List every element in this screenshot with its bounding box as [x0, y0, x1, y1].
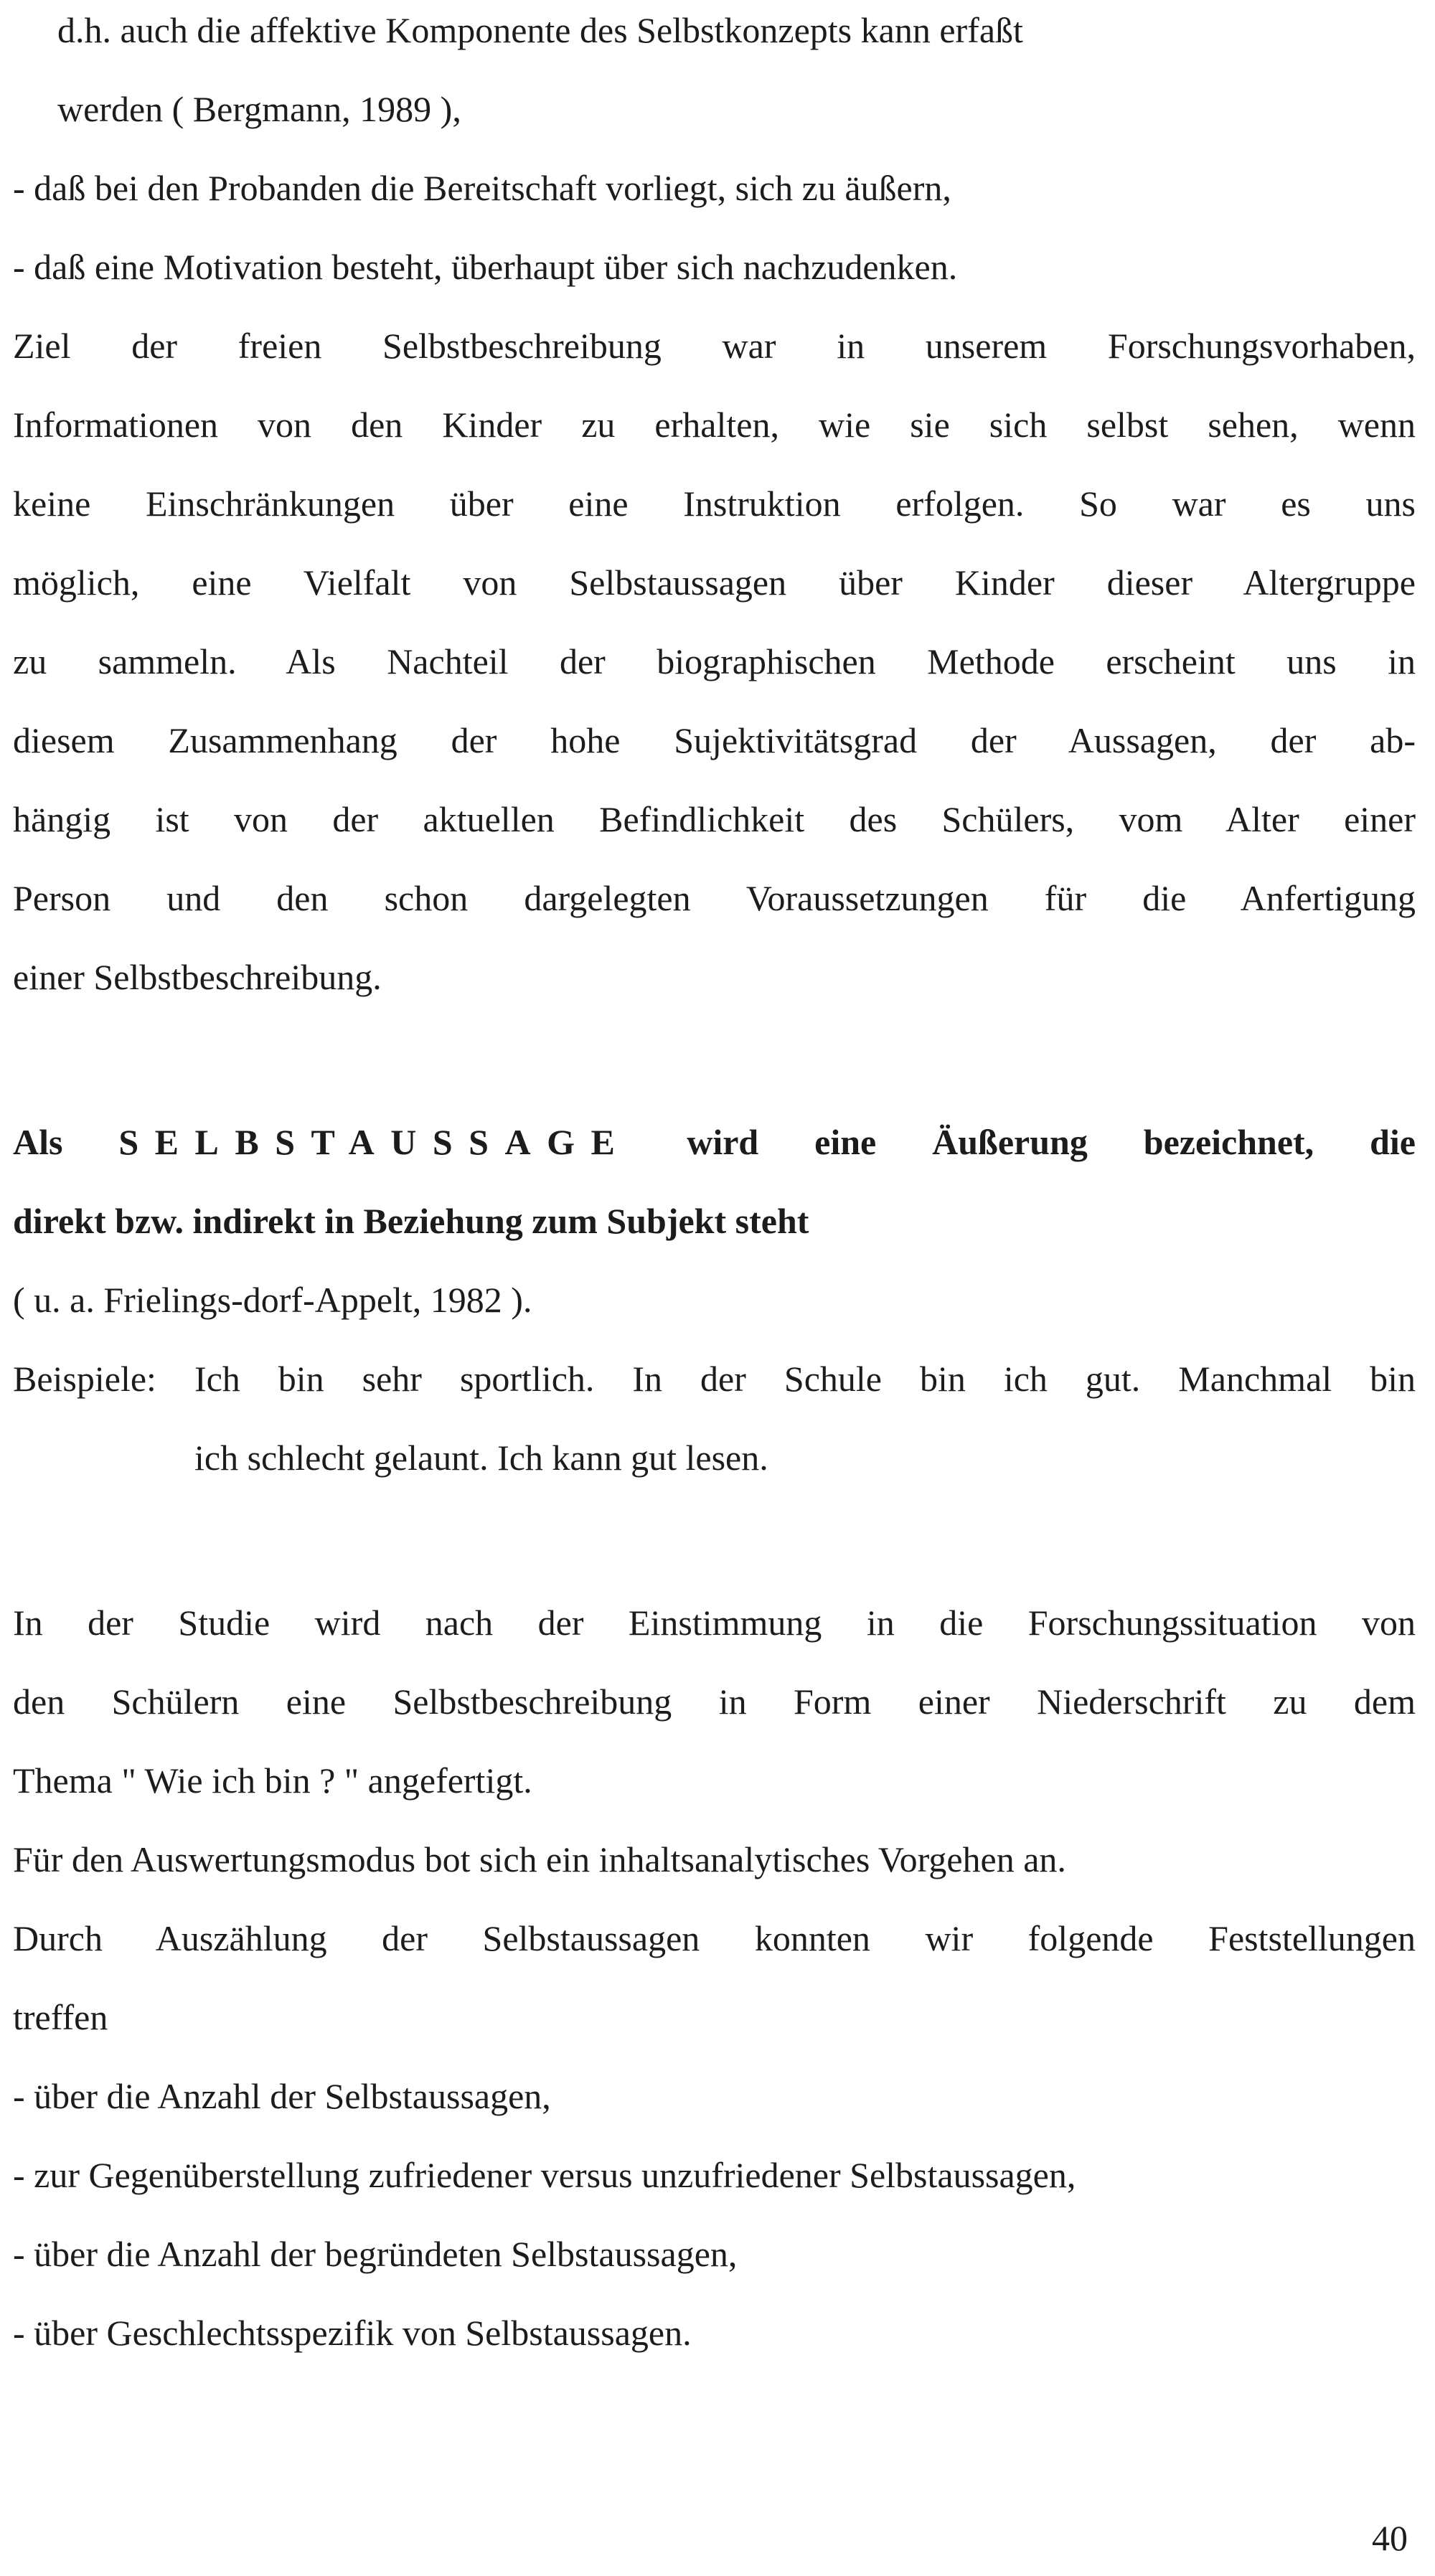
text-line: den Schülern eine Selbstbeschreibung in Form einer Niederschrift zu dem	[13, 1681, 1416, 1722]
text-line: werden ( Bergmann, 1989 ),	[57, 89, 461, 129]
list-item: - daß bei den Probanden die Bereitschaft vorliegt, sich zu äußern,	[13, 168, 951, 208]
text-line: diesem Zusammenhang der hohe Sujektivitätsgrad der Aussagen, der ab-	[13, 720, 1416, 760]
definition-suffix: wird eine Äußerung bezeichnet, die	[631, 1122, 1416, 1162]
text-line: Durch Auszählung der Selbstaussagen konnten wir folgende Feststellungen	[13, 1918, 1416, 1958]
citation: ( u. a. Frielings-dorf-Appelt, 1982 ).	[13, 1280, 532, 1320]
text-line: Ziel der freien Selbstbeschreibung war in unserem Forschungsvorhaben,	[13, 326, 1416, 366]
document-page	[13, 0, 1422, 2576]
text-line: Person und den schon dargelegten Voraussetzungen für die Anfertigung	[13, 878, 1416, 918]
text-line: Informationen von den Kinder zu erhalten, wie sie sich selbst sehen, wenn	[13, 405, 1416, 445]
text-line: treffen	[13, 1997, 108, 2037]
list-item: - über die Anzahl der Selbstaussagen,	[13, 2076, 551, 2116]
text-line: d.h. auch die affektive Komponente des Selbstkonzepts kann erfaßt	[57, 10, 1023, 50]
list-item: - über die Anzahl der begründeten Selbstaussagen,	[13, 2234, 738, 2274]
definition-term: SELBSTAUSSAGE	[118, 1122, 631, 1162]
list-item: - über Geschlechtsspezifik von Selbstaussagen.	[13, 2313, 692, 2353]
text-line: Thema " Wie ich bin ? " angefertigt.	[13, 1760, 532, 1801]
examples-line: Beispiele: Ich bin sehr sportlich. In der Schule bin ich gut. Manchmal bin	[13, 1359, 1416, 1399]
text-line: zu sammeln. Als Nachteil der biographischen Methode erscheint uns in	[13, 641, 1416, 681]
text-line: einer Selbstbeschreibung.	[13, 957, 382, 997]
text-line: Für den Auswertungsmodus bot sich ein inhaltsanalytisches Vorgehen an.	[13, 1839, 1066, 1879]
text-line: keine Einschränkungen über eine Instruktion erfolgen. So war es uns	[13, 483, 1416, 524]
text-line: In der Studie wird nach der Einstimmung in die Forschungssituation von	[13, 1603, 1416, 1643]
definition-heading	[13, 1120, 1416, 1164]
list-item: - zur Gegenüberstellung zufriedener versus unzufriedener Selbstaussagen,	[13, 2155, 1076, 2195]
list-item: - daß eine Motivation besteht, überhaupt über sich nachzudenken.	[13, 247, 958, 287]
text-line: hängig ist von der aktuellen Befindlichkeit des Schülers, vom Alter einer	[13, 799, 1416, 839]
definition-prefix: Als	[13, 1122, 119, 1162]
examples-line: ich schlecht gelaunt. Ich kann gut lesen.	[194, 1438, 768, 1478]
definition-line: direkt bzw. indirekt in Beziehung zum Subjekt steht	[13, 1201, 809, 1241]
page-number: 40	[1372, 2518, 1408, 2558]
text-line: möglich, eine Vielfalt von Selbstaussagen über Kinder dieser Altergruppe	[13, 562, 1416, 603]
